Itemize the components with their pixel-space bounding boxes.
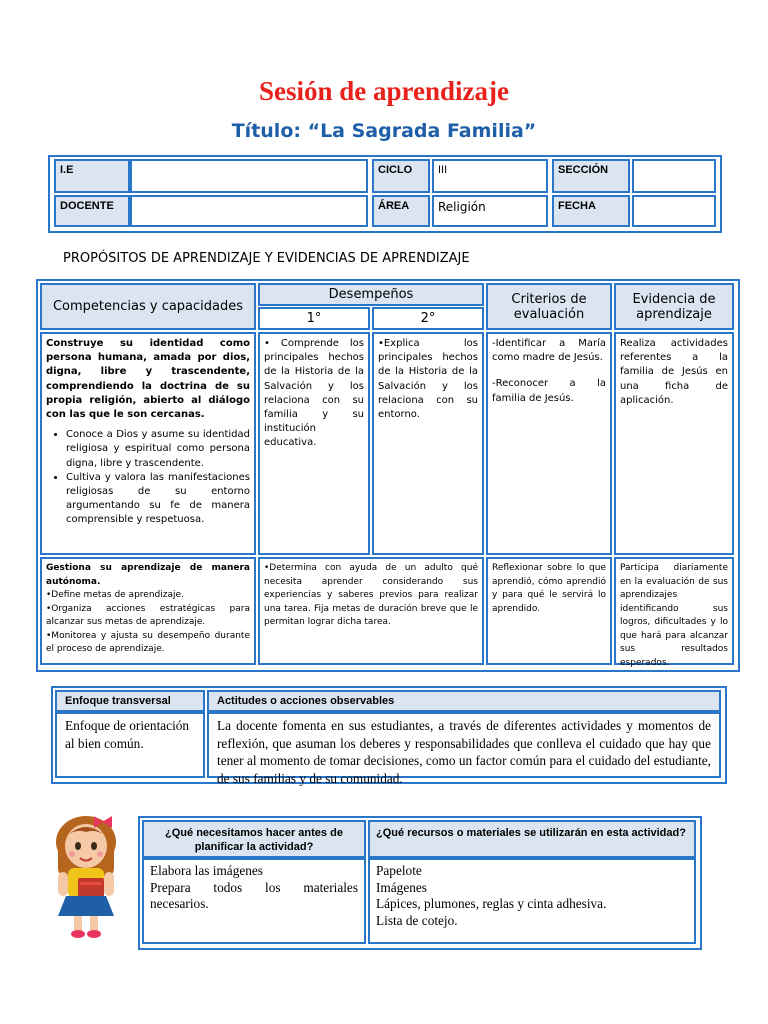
ciclo-label: CICLO	[372, 159, 430, 193]
fecha-label: FECHA	[552, 195, 630, 227]
competencia-text: Gestiona su aprendizaje de manera autónoma.	[46, 563, 250, 587]
docente-label: DOCENTE	[54, 195, 130, 227]
list-item: •Monitorea y ajusta su desempeño durante el proceso de aprendizaje.	[46, 630, 250, 654]
evidencia-cell-1: Realiza actividades referentes a la familia de Jesús en una ficha de aplicación.	[614, 332, 734, 555]
evidencia-cell-2: Participa diariamente en la evaluación de sus aprendizajes identificando sus logros, dificultades y lo que hará para alcanzar sus resultados esperados.	[614, 557, 734, 665]
docente-field[interactable]	[130, 195, 368, 227]
list-item: • Cultiva y valora las manifestaciones religiosas de su entorno argumentando su fe de manera comprensible y respetuosa.	[66, 471, 250, 528]
section-title: PROPÓSITOS DE APRENDIZAJE Y EVIDENCIAS DE APRENDIZAJE	[63, 251, 470, 266]
list-item: Lápices, plumones, reglas y cinta adhesiva.	[376, 896, 607, 911]
seccion-label: SECCIÓN	[552, 159, 630, 193]
criterio-item: -Identificar a María como madre de Jesús.	[492, 338, 606, 364]
planning-left	[142, 858, 366, 944]
planning-right	[368, 858, 696, 944]
purposes-table	[36, 279, 740, 672]
girl-student-icon	[40, 812, 132, 940]
area-field[interactable]: Religión	[432, 195, 548, 227]
header-evidencia: Evidencia de aprendizaje	[614, 283, 734, 330]
fecha-field[interactable]	[632, 195, 716, 227]
planning-table	[138, 816, 702, 950]
list-item: Prepara todos los materiales necesarios.	[150, 879, 358, 911]
list-item: • Conoce a Dios y asume su identidad religiosa y espiritual como persona digna, libre y trascendente.	[66, 428, 250, 471]
criterios-cell-2: Reflexionar sobre lo que aprendió, cómo aprendió y para qué le servirá lo aprendido.	[486, 557, 612, 665]
list-item: Papelote	[376, 863, 422, 878]
header-grado-1: 1°	[258, 307, 370, 330]
list-item: •Organiza acciones estratégicas para alcanzar sus metas de aprendizaje.	[46, 603, 250, 627]
area-label: ÁREA	[372, 195, 430, 227]
capacidades-list	[46, 428, 250, 527]
desempeno-cell-2: •Determina con ayuda de un adulto qué necesita aprender considerando sus experiencias y saberes previos para realizar una tarea. Fija metas de duración breve que le permitan lograr dicha tarea.	[258, 557, 484, 665]
enfoque-table	[51, 686, 727, 784]
enfoque-right: La docente fomenta en sus estudiantes, a través de diferentes actividades y momentos de reflexión, que asuman los deberes y responsabilidades que conlleva el cuidado que hay que tener al momento de tomar decisiones, como un factor común para el cuidado del estudiante, de sus familias y de su comunidad.	[207, 712, 721, 778]
desempeno-1-cell: • Comprende los principales hechos de la Historia de la Salvación y los relaciona con su familia y su institución educativa.	[258, 332, 370, 555]
criterio-item: -Reconocer a la familia de Jesús.	[492, 378, 606, 404]
enfoque-header-left: Enfoque transversal	[55, 690, 205, 712]
info-table	[48, 155, 722, 233]
ie-field[interactable]	[130, 159, 368, 193]
competencia-cell-1	[40, 332, 256, 555]
criterios-cell-1	[486, 332, 612, 555]
list-item: Lista de cotejo.	[376, 912, 458, 928]
page-subtitle: Título: “La Sagrada Familia”	[231, 120, 537, 142]
enfoque-left: Enfoque de orientación al bien común.	[55, 712, 205, 778]
list-item: Imágenes	[376, 879, 427, 895]
ie-label: I.E	[54, 159, 130, 193]
header-criterios: Criterios de evaluación	[486, 283, 612, 330]
header-grado-2: 2°	[372, 307, 484, 330]
competencia-text: Construye su identidad como persona humana, amada por dios, digna, libre y trascendente, comprendiendo la doctrina de su propia religión, abierto al diálogo con las que le son cercanas.	[46, 338, 250, 421]
page-title: Sesión de aprendizaje	[258, 76, 509, 106]
header-desempenos: Desempeños	[258, 283, 484, 306]
list-item: Elabora las imágenes	[150, 863, 263, 878]
list-item: •Define metas de aprendizaje.	[46, 590, 184, 600]
seccion-field[interactable]	[632, 159, 716, 193]
planning-header-left: ¿Qué necesitamos hacer antes de planificar la actividad?	[142, 820, 366, 858]
desempeno-2-cell: •Explica los principales hechos de la Historia de la Salvación y los relaciona con su entorno.	[372, 332, 484, 555]
planning-header-right: ¿Qué recursos o materiales se utilizarán en esta actividad?	[368, 820, 696, 858]
header-competencias: Competencias y capacidades	[40, 283, 256, 330]
ciclo-field[interactable]: III	[432, 159, 548, 193]
enfoque-header-right: Actitudes o acciones observables	[207, 690, 721, 712]
competencia-cell-2	[40, 557, 256, 665]
